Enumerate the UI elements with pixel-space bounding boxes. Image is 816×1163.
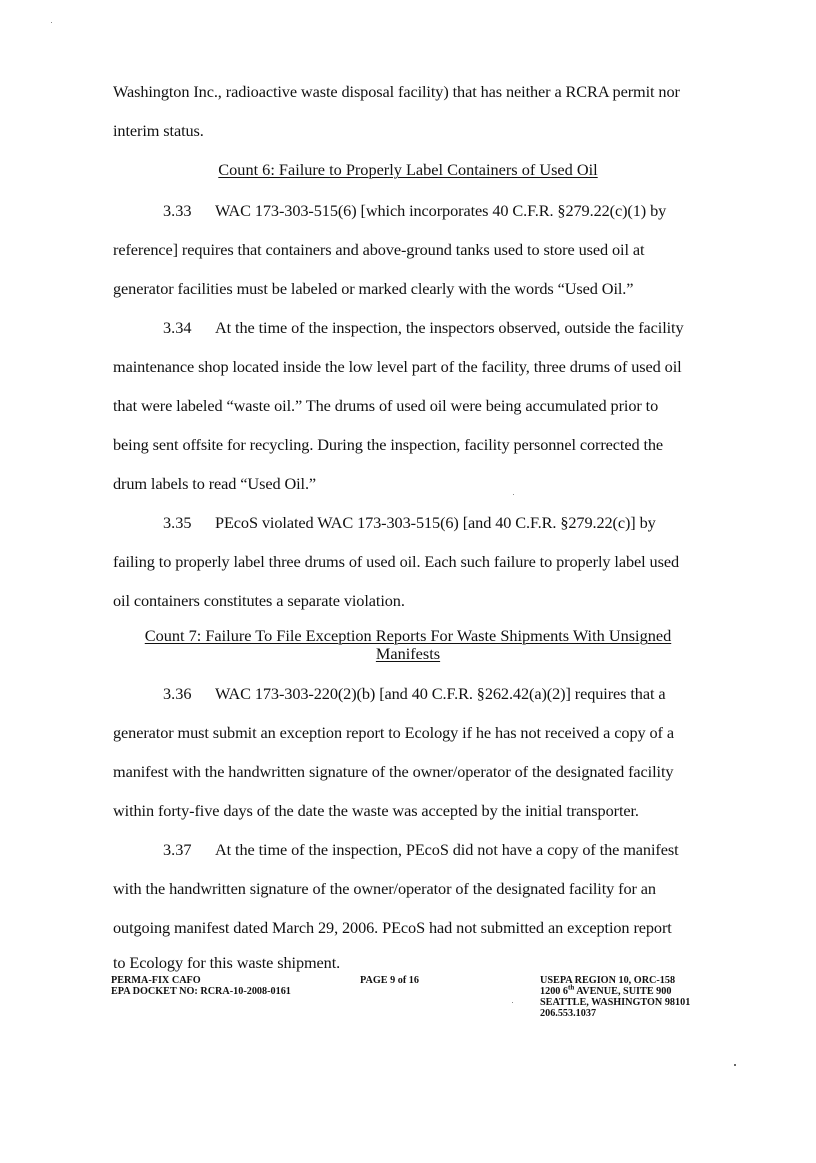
paragraph-first-line: WAC 173-303-515(6) [which incorporates 40 C.F.R. §279.22(c)(1) by bbox=[215, 201, 667, 220]
count-7-heading-continued: Manifests bbox=[375, 644, 441, 663]
footer-address-line-2 bbox=[540, 983, 672, 997]
ordinal-suffix: th bbox=[568, 983, 575, 992]
paragraph-number: 3.37 bbox=[163, 840, 192, 859]
paragraph-first-line: PEcoS violated WAC 173-303-515(6) [and 40 C.F.R. §279.22(c)] by bbox=[215, 513, 656, 532]
body-line: to Ecology for this waste shipment. bbox=[113, 953, 341, 972]
paragraph-number: 3.33 bbox=[163, 201, 192, 220]
scan-speck bbox=[734, 1064, 736, 1066]
body-line: drum labels to read “Used Oil.” bbox=[113, 474, 317, 493]
body-line: maintenance shop located inside the low level part of the facility, three drums of used oil bbox=[113, 357, 682, 376]
count-6-heading: Count 6: Failure to Properly Label Containers of Used Oil bbox=[218, 160, 598, 179]
paragraph-first-line: WAC 173-303-220(2)(b) [and 40 C.F.R. §262.42(a)(2)] requires that a bbox=[215, 684, 666, 703]
body-line: failing to properly label three drums of used oil. Each such failure to properly label used bbox=[113, 552, 679, 571]
scan-speck bbox=[512, 1002, 513, 1003]
count-7-heading: Count 7: Failure To File Exception Reports For Waste Shipments With Unsigned bbox=[144, 626, 672, 645]
footer-address-line-1: USEPA REGION 10, ORC-158 bbox=[540, 975, 676, 986]
paragraph-first-line: At the time of the inspection, PEcoS did not have a copy of the manifest bbox=[215, 840, 679, 859]
body-line: within forty-five days of the date the waste was accepted by the initial transporter. bbox=[113, 801, 639, 820]
paragraph-number: 3.35 bbox=[163, 513, 192, 532]
footer-page-number: PAGE 9 of 16 bbox=[360, 975, 419, 986]
body-line: reference] requires that containers and above-ground tanks used to store used oil at bbox=[113, 240, 645, 259]
body-line: manifest with the handwritten signature of the owner/operator of the designated facility bbox=[113, 762, 674, 781]
body-line: generator must submit an exception report to Ecology if he has not received a copy of a bbox=[113, 723, 674, 742]
body-line: outgoing manifest dated March 29, 2006. PEcoS had not submitted an exception report bbox=[113, 918, 672, 937]
address-street-number: 1200 6 bbox=[540, 986, 569, 997]
body-line: that were labeled “waste oil.” The drums of used oil were being accumulated prior to bbox=[113, 396, 659, 415]
body-line: oil containers constitutes a separate violation. bbox=[113, 591, 405, 610]
body-line: interim status. bbox=[113, 121, 204, 140]
address-street-rest: AVENUE, SUITE 900 bbox=[574, 986, 672, 997]
footer-case-name: PERMA-FIX CAFO bbox=[111, 975, 201, 986]
paragraph-first-line: At the time of the inspection, the inspectors observed, outside the facility bbox=[215, 318, 684, 337]
footer-docket-number: EPA DOCKET NO: RCRA-10-2008-0161 bbox=[111, 986, 291, 997]
footer-phone: 206.553.1037 bbox=[540, 1008, 597, 1019]
footer-address-line-3: SEATTLE, WASHINGTON 98101 bbox=[540, 997, 691, 1008]
paragraph-number: 3.34 bbox=[163, 318, 192, 337]
body-line: with the handwritten signature of the owner/operator of the designated facility for an bbox=[113, 879, 656, 898]
body-line: Washington Inc., radioactive waste disposal facility) that has neither a RCRA permit nor bbox=[113, 82, 680, 101]
body-line: being sent offsite for recycling. During the inspection, facility personnel corrected the bbox=[113, 435, 664, 454]
scan-speck bbox=[513, 494, 514, 495]
paragraph-number: 3.36 bbox=[163, 684, 192, 703]
scan-speck bbox=[51, 22, 52, 23]
body-line: generator facilities must be labeled or marked clearly with the words “Used Oil.” bbox=[113, 279, 634, 298]
